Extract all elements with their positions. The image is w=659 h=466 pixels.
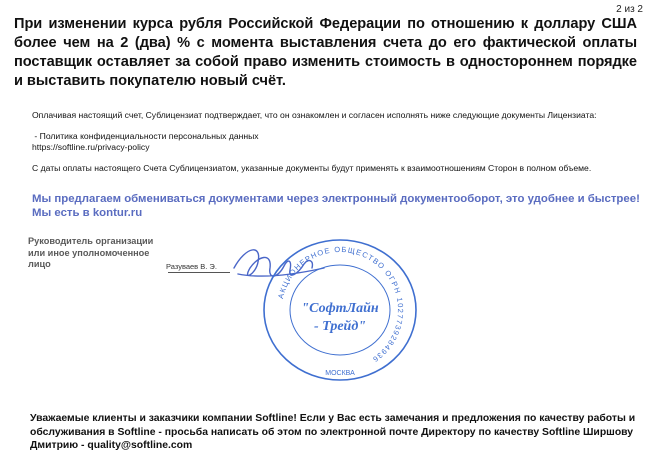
promo-line-1: Мы предлагаем обмениваться документами через электронный документооборот, это удобнее и быстрее! <box>32 193 640 205</box>
signer-name: Разуваев В. Э. <box>166 262 217 271</box>
page-number: 2 из 2 <box>616 4 643 15</box>
company-stamp <box>260 236 420 384</box>
since-payment-text: С даты оплаты настоящего Счета Сублицензиатом, указанные документы будут применять к взаимоотношениям Сторон в полном объеме. <box>32 163 592 173</box>
policy-link[interactable]: https://softline.ru/privacy-policy <box>32 142 150 152</box>
stamp-center-line-2: - Трейд" <box>313 319 367 334</box>
signer-role: Руководитель организации или иное уполномоченное лицо <box>28 236 154 269</box>
edo-promo <box>32 192 644 220</box>
signature-line <box>168 272 230 273</box>
currency-notice: При изменении курса рубля Российской Федерации по отношению к доллару США более чем на 2 (два) % с момента выставления счета до его фактической оплаты поставщик оставляет за собой право изменить стоимость в одностороннем порядке и выставить покупателю новый счёт. <box>14 16 637 89</box>
promo-line-2: Мы есть в kontur.ru <box>32 207 143 219</box>
policy-name: - Политика конфиденциальности персональных данных <box>32 131 259 141</box>
quality-footer: Уважаемые клиенты и заказчики компании Softline! Если у Вас есть замечания и предложения по качеству работы и обслуживания в Softline - просьба написать об этом по электронной почте Директору по качеству Softline Ширшову Дмитрию - quality@softline.com <box>30 413 636 451</box>
acknowledgement-text: Оплачивая настоящий счет, Сублицензиат подтверждает, что он ознакомлен и согласен исполнять ниже следующие документы Лицензиата: <box>32 110 597 120</box>
stamp-ring-text: АКЦИОНЕРНОЕ ОБЩЕСТВО ОГРН 1027739284936 <box>276 244 406 365</box>
stamp-center-line-1: "СофтЛайн <box>301 301 379 316</box>
stamp-city: МОСКВА <box>325 370 355 377</box>
